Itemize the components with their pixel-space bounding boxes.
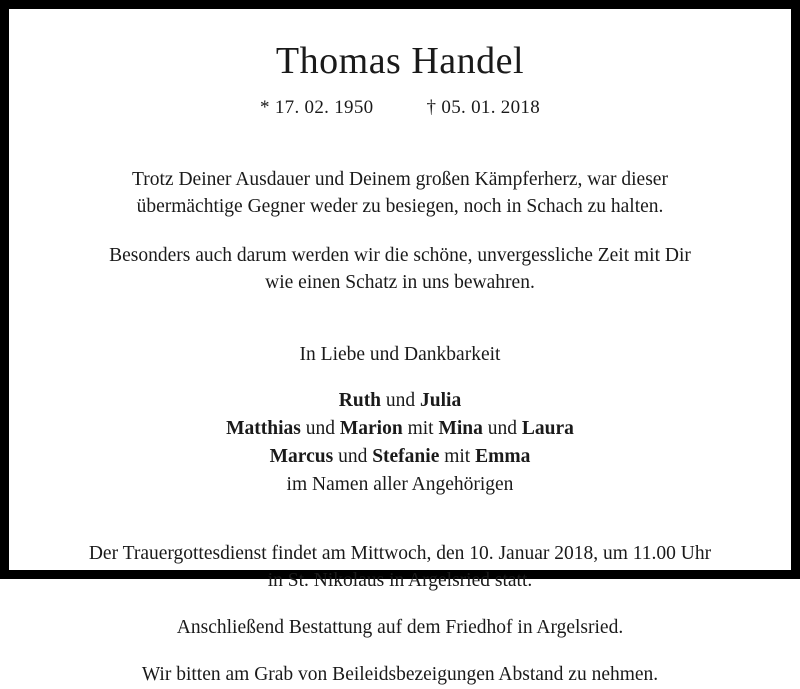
birth-symbol: * xyxy=(259,96,270,118)
family-connector: und xyxy=(300,418,340,440)
birth-date-group xyxy=(260,97,379,118)
family-connector: mit xyxy=(402,418,439,440)
service-line-2: in St. Nikolaus in Argelsried statt. xyxy=(267,570,533,592)
death-symbol: † xyxy=(426,96,437,118)
family-line xyxy=(43,415,757,443)
life-dates xyxy=(43,97,757,119)
family-list xyxy=(43,387,757,470)
burial-text: Anschließend Bestattung auf dem Friedhof in Argelsried. xyxy=(176,617,624,639)
request-text: Wir bitten am Grab von Beileidsbezeigungen Abstand zu nehmen. xyxy=(141,664,659,686)
family-connector: mit xyxy=(439,445,476,467)
family-member-name: Mina xyxy=(438,418,483,440)
dedication-text: In Liebe und Dankbarkeit xyxy=(299,344,501,366)
family-member-name: Marion xyxy=(339,418,403,440)
family-member-name: Laura xyxy=(521,418,574,440)
family-member-name: Marcus xyxy=(269,445,334,467)
service-line-1: Der Trauergottesdienst findet am Mittwoch, den 10. Januar 2018, um 11.00 Uhr xyxy=(88,543,712,565)
verse-second xyxy=(43,243,757,297)
family-member-name: Stefanie xyxy=(372,445,440,467)
birth-date: 17. 02. 1950 xyxy=(274,96,374,118)
verse-second-line-1: Besonders auch darum werden wir die schöne, unvergessliche Zeit mit Dir xyxy=(109,244,691,266)
family-connector: und xyxy=(333,445,373,467)
family-line xyxy=(43,443,757,471)
family-connector: und xyxy=(482,418,522,440)
behalf-text: im Namen aller Angehörigen xyxy=(286,474,514,496)
verse-first-line-2: übermächtige Gegner weder zu besiegen, noch in Schach zu halten. xyxy=(136,195,664,217)
family-connector: und xyxy=(381,390,421,412)
family-member-name: Ruth xyxy=(338,390,382,412)
family-member-name: Julia xyxy=(420,390,462,412)
family-member-name: Emma xyxy=(475,445,531,467)
verse-first-line-1: Trotz Deiner Ausdauer und Deinem großen Kämpferherz, war dieser xyxy=(132,168,668,190)
page-title: Thomas Handel xyxy=(275,40,525,82)
family-line xyxy=(43,387,757,415)
verse-first xyxy=(43,167,757,221)
family-member-name: Matthias xyxy=(226,418,301,440)
death-date: 05. 01. 2018 xyxy=(441,96,541,118)
service-details xyxy=(43,541,757,595)
death-date-group xyxy=(427,97,540,118)
verse-second-line-2: wie einen Schatz in uns bewahren. xyxy=(265,271,535,293)
